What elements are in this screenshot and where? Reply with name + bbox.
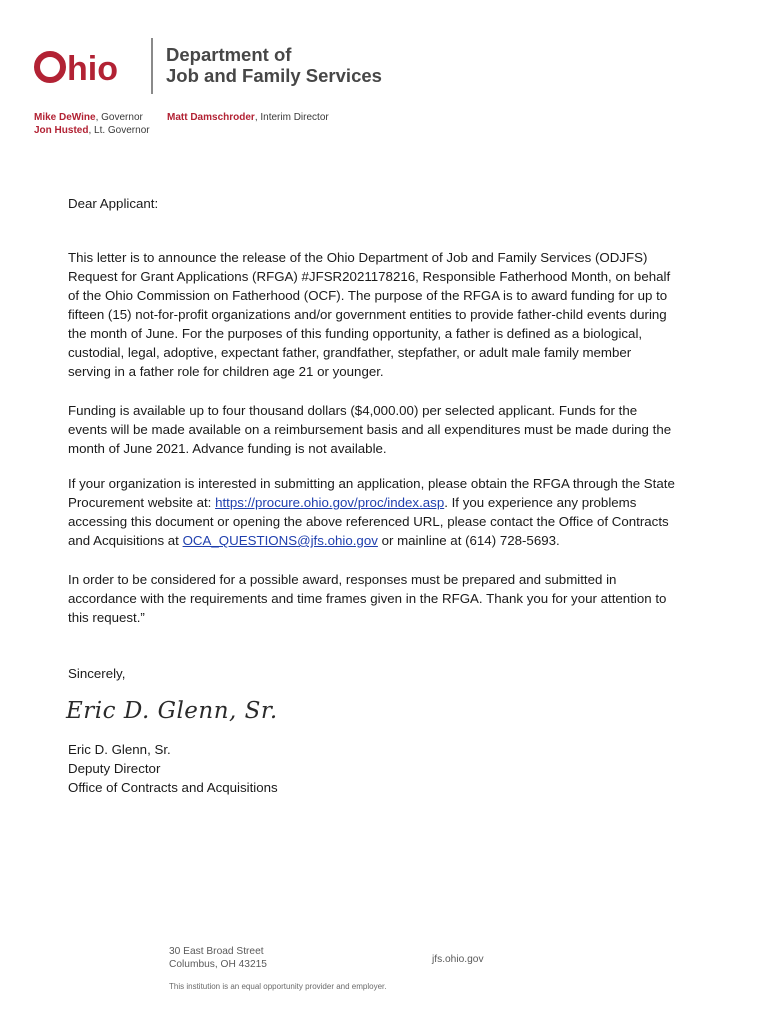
ohio-logo [32,40,144,88]
signer-block [68,740,278,797]
paragraph-line: If your organization is interested in submitting an application, please obtain the RFGA through the State [68,476,675,491]
signer-name: Eric D. Glenn, Sr. [68,742,171,757]
signer-office: Office of Contracts and Acquisitions [68,780,278,795]
footer-eeo-statement: This institution is an equal opportunity provider and employer. [169,982,387,991]
footer-website: jfs.ohio.gov [432,954,484,965]
governor-block [34,111,150,137]
address-line-1: 30 East Broad Street [169,946,264,957]
department-name [166,44,382,86]
paragraph-line [68,531,708,550]
paragraph-announcement [68,248,708,381]
governor-name: Mike DeWine [34,112,96,123]
paragraph-line: In order to be considered for a possible award, responses must be prepared and submitted in [68,572,617,587]
salutation: Dear Applicant: [68,196,159,211]
procurement-website-link[interactable]: https://procure.ohio.gov/proc/index.asp [215,495,445,510]
text-span: Procurement website at: [68,495,216,510]
paragraph-line: events will be made available on a reimbursement basis and all expenditures must be made during the [68,422,672,437]
paragraph-line: month of June 2021. Advance funding is not available. [68,441,387,456]
paragraph-line: of the Ohio Commission on Fatherhood (OCF). The purpose of the RFGA is to award funding for up to [68,288,668,303]
director-name: Matt Damschroder [167,112,255,123]
director-title: , Interim Director [254,112,329,123]
paragraph-line [68,493,708,512]
signer-title: Deputy Director [68,761,161,776]
text-span: . If you experience any problems [444,495,637,510]
oca-email-link[interactable]: OCA_QUESTIONS@jfs.ohio.gov [182,533,378,548]
text-span: and Acquisitions at [68,533,183,548]
department-line-1: Department of [166,44,292,65]
paragraph-line: This letter is to announce the release of the Ohio Department of Job and Family Services (ODJFS) [68,250,648,265]
paragraph-line: Funding is available up to four thousand dollars ($4,000.00) per selected applicant. Funds for the [68,403,638,418]
paragraph-funding [68,401,708,458]
department-line-2: Job and Family Services [166,65,382,86]
footer-address [169,945,267,971]
paragraph-line: this request.” [68,610,145,625]
paragraph-line: accessing this document or opening the above referenced URL, please contact the Office of Contracts [68,514,669,529]
paragraph-application [68,474,708,550]
lt-governor-name: Jon Husted [34,125,89,136]
director-block [167,111,329,124]
paragraph-line: accordance with the requirements and time frames given in the RFGA. Thank you for your attention to [68,591,667,606]
handwritten-signature: Eric D. Glenn, Sr. [66,698,278,724]
paragraph-line: fifteen (15) not-for-profit organizations and/or government entities to provide father-child events during [68,307,667,322]
closing: Sincerely, [68,666,126,681]
paragraph-consideration [68,570,708,627]
text-span: or mainline at (614) 728-5693. [377,533,560,548]
ohio-logo-text: hio [67,50,118,88]
header-divider [151,38,153,94]
paragraph-line: serving in a father role for children age 21 or younger. [68,364,384,379]
paragraph-line: the month of June. For the purposes of this funding opportunity, a father is defined as a biological, [68,326,643,341]
governor-title: , Governor [95,112,143,123]
paragraph-line: custodial, legal, adoptive, expectant father, grandfather, stepfather, or adult male family member [68,345,632,360]
paragraph-line: Request for Grant Applications (RFGA) #JFSR2021178216, Responsible Fatherhood Month, on behalf [68,269,671,284]
lt-governor-title: , Lt. Governor [88,125,150,136]
address-line-2: Columbus, OH 43215 [169,959,267,970]
